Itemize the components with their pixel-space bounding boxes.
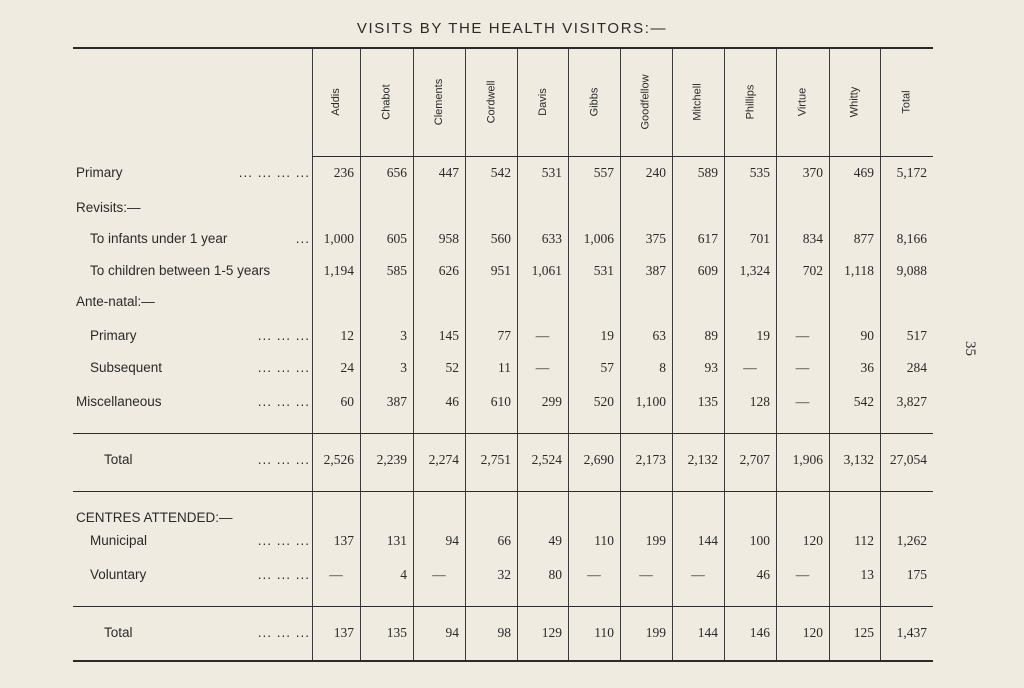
table-cell: 89: [704, 328, 718, 343]
table-cell: 557: [593, 165, 614, 180]
table-cell: 24: [340, 360, 354, 375]
row-label: [76, 328, 310, 343]
table-cell: 63: [652, 328, 666, 343]
table-cell: 633: [541, 231, 562, 246]
table-cell: —: [587, 567, 601, 582]
table-cell: 1,194: [323, 263, 354, 278]
page-number: 35: [962, 341, 978, 356]
row-label-text: Voluntary: [90, 567, 147, 582]
row-label: [76, 294, 310, 309]
column-header: [413, 48, 465, 156]
table-cell: 46: [756, 567, 770, 582]
table-cell: 2,524: [531, 452, 562, 467]
column-header: [517, 48, 568, 156]
table-cell: 520: [593, 394, 614, 409]
table-cell: 93: [704, 360, 718, 375]
table-cell: 94: [445, 625, 459, 640]
table-cell: 589: [697, 165, 718, 180]
leader-dots: ... ... ...: [257, 394, 310, 409]
table-cell: 1,324: [739, 263, 770, 278]
row-label: [76, 263, 310, 278]
table-cell: 129: [541, 625, 562, 640]
column-header: [724, 48, 776, 156]
table-cell: 1,906: [792, 452, 823, 467]
row-label-text: CENTRES ATTENDED:—: [76, 510, 233, 525]
row-label-text: To children between 1-5 years: [90, 263, 271, 278]
table-cell: 145: [438, 328, 459, 343]
table-cell: 2,707: [739, 452, 770, 467]
table-cell: 2,526: [323, 452, 354, 467]
table-cell: 36: [860, 360, 874, 375]
table-cell: 27,054: [889, 452, 927, 467]
table-cell: 120: [802, 533, 823, 548]
table-cell: 98: [497, 625, 511, 640]
table-cell: 131: [386, 533, 407, 548]
leader-dots: ... ... ...: [257, 625, 310, 640]
table-cell: 2,751: [480, 452, 511, 467]
table-cell: 3: [400, 328, 407, 343]
table-cell: 469: [853, 165, 874, 180]
table-cell: 701: [749, 231, 770, 246]
table-cell: 1,061: [531, 263, 562, 278]
table-cell: 447: [438, 165, 459, 180]
leader-dots: ... ... ...: [257, 533, 310, 548]
table-cell: 3: [400, 360, 407, 375]
column-header: [776, 48, 829, 156]
column-header-label: Total: [900, 90, 913, 114]
column-header: [880, 48, 933, 156]
row-label: [76, 231, 310, 246]
leader-dots: ... ... ...: [257, 452, 310, 467]
table-cell: 240: [645, 165, 666, 180]
column-header-label: Gibbs: [588, 87, 600, 117]
table-cell: 702: [802, 263, 823, 278]
table-cell: —: [795, 360, 810, 375]
table-cell: 284: [906, 360, 927, 375]
table-cell: 5,172: [896, 165, 927, 180]
table-cell: 80: [548, 567, 562, 582]
table-cell: 66: [497, 533, 511, 548]
table-cell: 199: [645, 533, 666, 548]
row-label-text: Municipal: [90, 533, 148, 548]
column-header-label: Phillips: [743, 84, 756, 120]
table-cell: 535: [749, 165, 770, 180]
row-label: [76, 165, 310, 180]
table-cell: 531: [593, 263, 614, 278]
column-header-label: Whitty: [848, 86, 861, 118]
table-cell: —: [795, 328, 810, 343]
leader-dots: ... ... ...: [257, 567, 310, 582]
table-cell: 617: [697, 231, 718, 246]
row-label-text: Subsequent: [90, 360, 163, 375]
column-header-label: Davis: [536, 88, 549, 116]
table-cell: 175: [906, 567, 927, 582]
page-title: VISITS BY THE HEALTH VISITORS:—: [356, 20, 668, 37]
table-cell: 49: [548, 533, 562, 548]
table-cell: 236: [333, 165, 354, 180]
leader-dots: ... ... ... ...: [238, 165, 310, 180]
table-cell: 11: [498, 360, 511, 375]
table-cell: 57: [600, 360, 614, 375]
table-cell: 199: [645, 625, 666, 640]
column-header-label: Cordwell: [484, 80, 497, 124]
table-cell: 19: [756, 328, 770, 343]
table-cell: 1,118: [844, 263, 874, 278]
row-label: [76, 510, 310, 525]
table-cell: 12: [340, 328, 354, 343]
table-cell: 100: [749, 533, 770, 548]
table-cell: —: [795, 567, 810, 582]
column-header: [465, 48, 517, 156]
table-cell: 834: [802, 231, 823, 246]
column-header-label: Goodfellow: [640, 74, 653, 130]
table-cell: 1,006: [583, 231, 614, 246]
column-header: [620, 48, 672, 156]
table-cell: 137: [333, 625, 354, 640]
table-cell: 2,239: [376, 452, 407, 467]
table-cell: 585: [386, 263, 407, 278]
table-cell: 375: [645, 231, 666, 246]
row-label-text: Ante-natal:—: [76, 294, 155, 309]
table-cell: 387: [645, 263, 666, 278]
column-header-label: Clements: [433, 78, 445, 126]
table-cell: 1,100: [635, 394, 666, 409]
row-label: [76, 567, 310, 582]
column-header: [360, 48, 413, 156]
column-header-label: Chabot: [380, 84, 393, 120]
section-rule: [73, 491, 933, 492]
row-label: [76, 533, 310, 548]
table-cell: 3,827: [896, 394, 927, 409]
table-cell: 46: [445, 394, 459, 409]
column-header-label: Addis: [330, 88, 342, 116]
table-cell: 112: [854, 533, 874, 548]
table-cell: 128: [749, 394, 770, 409]
table-cell: 94: [445, 533, 459, 548]
table-cell: —: [535, 328, 550, 343]
leader-dots: ...: [295, 231, 310, 246]
table-cell: 370: [802, 165, 823, 180]
table-cell: 542: [853, 394, 874, 409]
row-label-text: Revisits:—: [76, 200, 141, 215]
bottom-rule: [73, 660, 933, 662]
table-cell: 9,088: [896, 263, 927, 278]
row-label: [76, 394, 310, 409]
table-cell: 656: [386, 165, 407, 180]
header-rule: [312, 156, 933, 157]
table-cell: 8,166: [896, 231, 927, 246]
row-label-text: Total: [104, 625, 133, 640]
table-cell: 609: [697, 263, 718, 278]
column-header: [829, 48, 880, 156]
table-cell: 120: [802, 625, 823, 640]
table-cell: 610: [490, 394, 511, 409]
table-cell: —: [329, 567, 343, 582]
table-cell: 3,132: [843, 452, 874, 467]
table-cell: 135: [386, 625, 407, 640]
leader-dots: ... ... ...: [257, 328, 310, 343]
table-cell: 60: [340, 394, 354, 409]
table-cell: 626: [438, 263, 459, 278]
table-cell: 605: [386, 231, 407, 246]
section-rule: [73, 606, 933, 607]
table-cell: 560: [490, 231, 511, 246]
table-cell: 542: [490, 165, 511, 180]
row-label-text: Primary: [76, 165, 123, 180]
table-cell: 135: [697, 394, 718, 409]
table-cell: 90: [860, 328, 874, 343]
column-header-label: Virtue: [796, 87, 809, 117]
table-cell: 146: [749, 625, 770, 640]
table-cell: —: [691, 567, 705, 582]
table-cell: 2,274: [428, 452, 459, 467]
table-cell: —: [432, 567, 446, 582]
row-label: [76, 360, 310, 375]
row-label-text: To infants under 1 year: [90, 231, 228, 246]
section-rule: [73, 433, 933, 434]
table-cell: 125: [853, 625, 874, 640]
leader-dots: ... ... ...: [257, 360, 310, 375]
table-cell: 2,132: [687, 452, 718, 467]
row-label-text: Primary: [90, 328, 137, 343]
table-cell: 299: [541, 394, 562, 409]
table-cell: 531: [541, 165, 562, 180]
table-cell: 137: [333, 533, 354, 548]
table-cell: 517: [906, 328, 927, 343]
table-cell: 1,000: [323, 231, 354, 246]
table-cell: 877: [853, 231, 874, 246]
table-cell: 110: [594, 533, 614, 548]
table-cell: 951: [490, 263, 511, 278]
row-label-text: Miscellaneous: [76, 394, 162, 409]
table-cell: 110: [594, 625, 614, 640]
table-cell: 958: [438, 231, 459, 246]
table-cell: 32: [497, 567, 511, 582]
column-header: [568, 48, 620, 156]
row-label: [76, 200, 310, 215]
table-cell: 2,690: [583, 452, 614, 467]
table-cell: —: [795, 394, 810, 409]
table-cell: 144: [697, 625, 718, 640]
table-cell: 4: [400, 567, 407, 582]
table-cell: 77: [497, 328, 511, 343]
table-cell: —: [639, 567, 653, 582]
row-label-text: Total: [104, 452, 133, 467]
table-cell: 144: [697, 533, 718, 548]
column-header: [312, 48, 360, 156]
table-cell: 2,173: [635, 452, 666, 467]
column-header: [672, 48, 724, 156]
table-cell: 8: [659, 360, 666, 375]
column-header-label: Mitchell: [691, 83, 704, 121]
table-cell: —: [743, 360, 757, 375]
table-cell: 1,437: [896, 625, 927, 640]
row-label: [76, 625, 310, 640]
table-cell: 387: [386, 394, 407, 409]
table-cell: 13: [860, 567, 874, 582]
row-label: [76, 452, 310, 467]
table-cell: 1,262: [896, 533, 927, 548]
table-cell: 19: [600, 328, 614, 343]
table-cell: —: [535, 360, 550, 375]
table-cell: 52: [445, 360, 459, 375]
